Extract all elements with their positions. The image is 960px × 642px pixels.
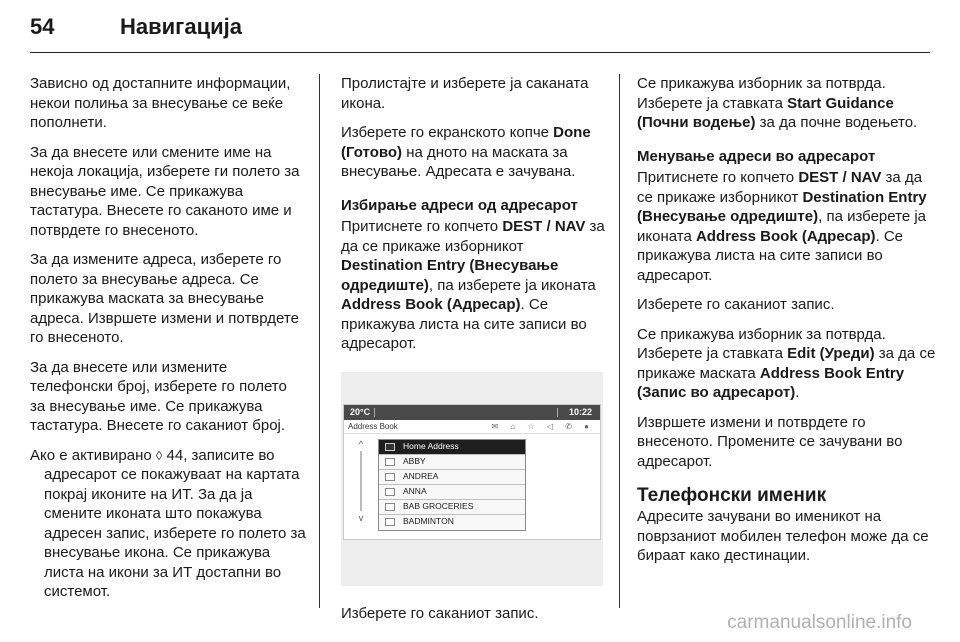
page-header <box>30 14 242 40</box>
page-number: 54 <box>30 14 55 39</box>
paragraph: За да измените адреса, изберете го полето за внесување адреса. Се прикажува маската за внесување адреса. Извршете измени и потврдете го внесеното. <box>30 251 299 346</box>
paragraph: Притиснете го копчето DEST / NAV за да се прикаже изборникот Destination Entry (Внесување одредиште), па изберете ја иконата Address Book (Адресар). Се прикажува листа на сите записи во адресарот. <box>341 218 605 352</box>
contact-card-icon <box>385 458 395 466</box>
paragraph: Извршете измени и потврдете го внесеното. Промените се зачувани во адресарот. <box>637 413 903 470</box>
status-bar <box>344 405 600 420</box>
paragraph: Изберете го екранското копче Done (Готово) на дното на маската за внесување. Адресата е зачувана. <box>341 124 591 180</box>
address-entry: Home Address <box>379 440 525 455</box>
paragraph: Зависно од достапните информации, некои полиња за внесување се веќе пополнети. <box>30 75 291 131</box>
page-reference[interactable]: 44 <box>162 446 184 464</box>
watermark: carmanualsonline.info <box>727 612 912 633</box>
address-entry: ABBY <box>379 455 525 470</box>
paragraph: Се прикажува изборник за потврда. Изберете ја ставката Edit (Уреди) за да се прикаже маската Address Book Entry (Запис во адресарот). <box>637 325 936 401</box>
paragraph: Ако е активирано ◊ 44, записите во адресарот се покажуваат на картата покрај иконите на ИТ. За да ја смените иконата што покажува адресен запис, изберете го полето за внесување икона. Се прикажува листа на икони за ИТ достапни во системот. <box>30 446 306 600</box>
paragraph: Пролистајте и изберете ја саканата икона. <box>341 75 589 112</box>
paragraph: Адресите зачувани во именикот на поврзаниот мобилен телефон може да се бираат како дестинации. <box>637 508 929 564</box>
screen-title: Address Book <box>348 421 398 431</box>
infotainment-screen <box>343 404 601 540</box>
column-3 <box>637 74 937 576</box>
screenshot-caption: Изберете го саканиот запис. <box>341 604 539 622</box>
paragraph: За да внесете или смените име на некоја локација, изберете ги полето за внесување име. Се прикажува тастатура. Внесете го саканото име и потврдете го внесеното. <box>30 143 300 239</box>
contact-card-icon <box>385 518 395 526</box>
clock-readout: 10:22 <box>568 406 592 417</box>
contact-card-icon <box>385 473 395 481</box>
section-heading: Телефонски именик <box>637 485 827 506</box>
paragraph: Изберете го саканиот запис. <box>637 296 835 313</box>
contact-card-icon <box>385 503 395 511</box>
header-rule <box>30 52 930 53</box>
page-title: Навигација <box>120 14 242 39</box>
screen-title-bar <box>344 420 600 434</box>
column-divider-1 <box>319 74 320 608</box>
address-entry: ANNA <box>379 485 525 500</box>
paragraph: Се прикажува изборник за потврда. Изберете ја ставката Start Guidance (Почни водење) за да почне водењето. <box>637 75 918 131</box>
column-1 <box>30 74 306 612</box>
scroll-down-icon: v <box>358 512 364 523</box>
address-list <box>378 439 526 531</box>
scrollbar <box>356 439 366 529</box>
home-icon <box>385 443 395 451</box>
temperature-readout: 20°C <box>350 406 371 417</box>
page-reference-icon: ◊ <box>155 447 163 463</box>
address-entry: ANDREA <box>379 470 525 485</box>
button-reference: Done (Готово) <box>341 124 591 161</box>
section-heading: Менување адреси во адресарот <box>637 147 876 165</box>
section-heading: Избирање адреси од адресарот <box>341 196 578 214</box>
paragraph: За да внесете или измените телефонски број, изберете го полето за внесување име. Се прикажува тастатура. Внесете го саканиот број. <box>30 358 287 434</box>
toolbar-icons: ✉ ⌂ ☆ ◁ ✆ ● <box>491 421 594 431</box>
address-book-screenshot <box>341 372 603 586</box>
scroll-up-icon: ^ <box>358 438 364 449</box>
contact-card-icon <box>385 488 395 496</box>
column-divider-2 <box>619 74 620 608</box>
column-2 <box>341 74 607 633</box>
address-entry: BADMINTON <box>379 515 525 530</box>
paragraph: Притиснете го копчето DEST / NAV за да се прикаже изборникот Destination Entry (Внесување одредиште), па изберете ја иконата Address Book (Адресар). Се прикажува листа на сите записи во адресарот. <box>637 169 927 284</box>
address-entry: BAB GROCERIES <box>379 500 525 515</box>
